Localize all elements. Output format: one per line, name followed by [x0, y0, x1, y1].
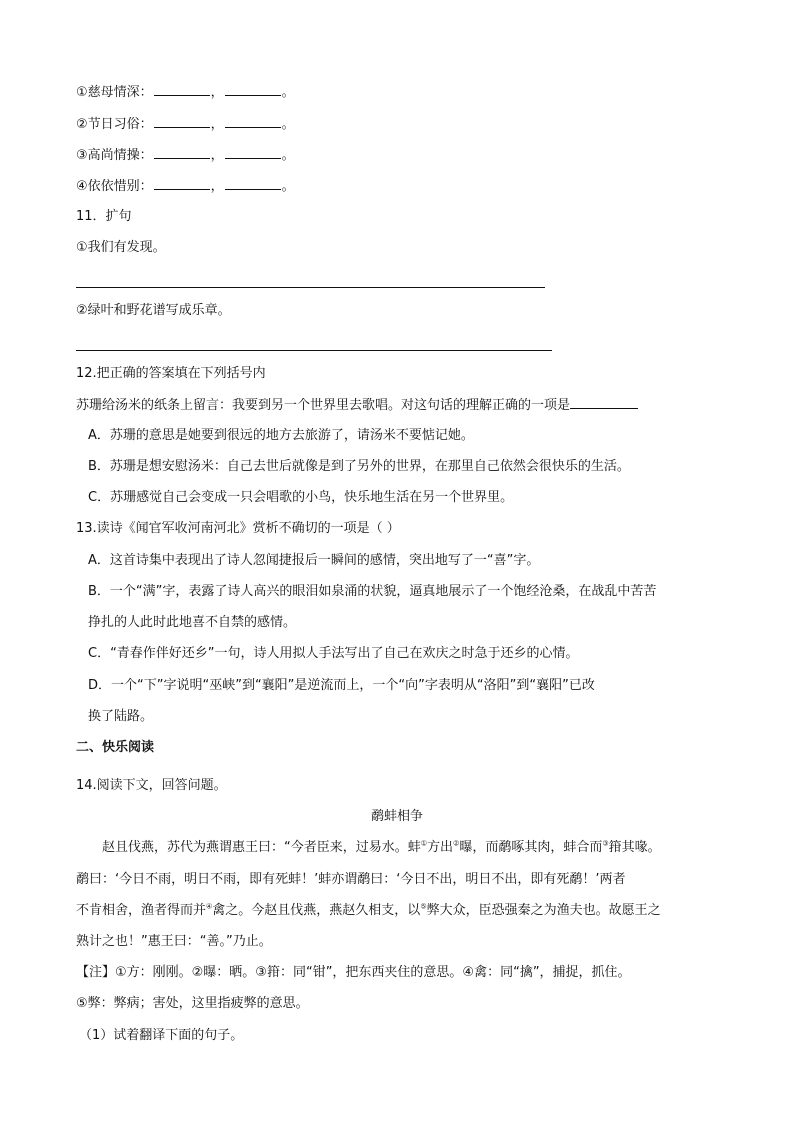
q13-option-b-line-2: 挣扎的人此时此地喜不自禁的感情。 — [88, 615, 297, 630]
q12-stem — [76, 396, 638, 415]
q12-option-a: A．苏珊的意思是她要到很远的地方去旅游了，请汤米不要惦记她。 — [88, 428, 474, 443]
answer-blank[interactable] — [154, 146, 210, 159]
q10-item-1 — [76, 83, 295, 102]
note-line-1: 【注】①方：刚刚。②曝：晒。③箝：同“钳”，把东西夹住的意思。④禽：同“擒”，捕捉，抓住。 — [76, 965, 631, 980]
answer-blank[interactable] — [154, 83, 210, 96]
passage-text: 弊大众，臣恐强秦之为渔夫也。故愿王之 — [426, 903, 661, 918]
passage-text: 曝，而鹬啄其肉，蚌合而 — [459, 840, 603, 855]
q10-item-label: ④依依惜别： — [76, 179, 153, 194]
passage-text: 不肯相舍，渔者得而并 — [76, 903, 207, 918]
answer-blank[interactable] — [225, 83, 281, 96]
passage-line-4: 熟计之也！”惠王曰：“善。”乃止。 — [76, 934, 272, 949]
end-mark: 。 — [281, 85, 295, 100]
q13-title: 13.读诗《闻官军收河南河北》赏析不确切的一项是（ ） — [76, 521, 400, 536]
end-mark: 。 — [281, 148, 295, 163]
q11-sentence-1: ①我们有发现。 — [76, 240, 166, 255]
answer-blank[interactable] — [154, 115, 210, 128]
q14-title: 14.阅读下文，回答问题。 — [76, 778, 227, 793]
q13-option-d-line-1: D．一个“下”字说明“巫峡”到“襄阳”是逆流而上，一个“向”字表明从“洛阳”到“襄阳”已改 — [88, 678, 595, 693]
passage-text: 禽之。今赵且伐燕，燕赵久相支，以 — [212, 903, 421, 918]
answer-blank[interactable] — [225, 146, 281, 159]
q13-option-d-line-2: 换了陆路。 — [88, 709, 154, 724]
separator: ， — [210, 117, 224, 132]
end-mark: 。 — [281, 117, 295, 132]
q11-sentence-2: ②绿叶和野花谱写成乐章。 — [76, 303, 231, 318]
q10-item-label: ③高尚情操： — [76, 148, 153, 163]
answer-blank[interactable] — [570, 396, 638, 409]
q11-answer-line-1[interactable] — [76, 287, 545, 288]
section-heading: 二、快乐阅读 — [76, 740, 155, 755]
passage-line-1 — [102, 839, 661, 857]
note-line-2: ⑤弊：弊病；害处，这里指疲弊的意思。 — [76, 996, 309, 1011]
passage-line-2: 鹬曰：‘今日不雨，明日不雨，即有死蚌！’蚌亦谓鹬曰：‘今日不出，明日不出，即有死鹬！’两者 — [76, 872, 626, 887]
passage-text: 箝其喙。 — [608, 840, 661, 855]
q13-option-c: C．“青春作伴好还乡”一句，诗人用拟人手法写出了自己在欢庆之时急于还乡的心情。 — [88, 646, 579, 661]
q11-answer-line-2[interactable] — [76, 350, 552, 351]
passage-title: 鹬蚌相争 — [370, 809, 423, 824]
q12-option-c: C．苏珊感觉自己会变成一只会唱歌的小鸟，快乐地生活在另一个世界里。 — [88, 490, 514, 505]
footnote-marker: ① — [420, 839, 428, 848]
q12-title: 12.把正确的答案填在下列括号内 — [76, 366, 266, 381]
q13-option-a: A．这首诗集中表现出了诗人忽闻捷报后一瞬间的感情，突出地写了一“喜”字。 — [88, 553, 540, 568]
q10-item-label: ①慈母情深： — [76, 85, 153, 100]
q12-stem-text: 苏珊给汤米的纸条上留言：我要到另一个世界里去歌唱。对这句话的理解正确的一项是 — [76, 398, 571, 413]
footnote-marker: ⑤ — [420, 902, 427, 911]
q13-option-b-line-1: B．一个“满”字，表露了诗人高兴的眼泪如泉涌的状貌，逼真地展示了一个饱经沧桑，在战乱中苦苦 — [88, 584, 657, 599]
separator: ， — [210, 148, 224, 163]
passage-text: 赵且伐燕，苏代为燕谓惠王曰：“今者臣来，过易水。蚌 — [102, 840, 421, 855]
passage-text: 方出 — [427, 840, 454, 855]
q10-item-3 — [76, 146, 295, 165]
q11-title: 11．扩句 — [76, 209, 132, 224]
answer-blank[interactable] — [225, 177, 281, 190]
answer-blank[interactable] — [225, 115, 281, 128]
q10-item-label: ②节日习俗： — [76, 117, 153, 132]
end-mark: 。 — [281, 179, 295, 194]
passage-line-3 — [76, 902, 661, 920]
footnote-marker: ③ — [602, 839, 609, 848]
footnote-marker: ② — [453, 839, 460, 848]
separator: ， — [210, 85, 224, 100]
q12-option-b: B．苏珊是想安慰汤米：自己去世后就像是到了另外的世界，在那里自己依然会很快乐的生活。 — [88, 459, 630, 474]
separator: ， — [210, 179, 224, 194]
q14-subquestion-1: （1）试着翻译下面的句子。 — [79, 1028, 244, 1043]
answer-blank[interactable] — [154, 177, 210, 190]
q10-item-2 — [76, 115, 295, 134]
q10-item-4 — [76, 177, 295, 196]
footnote-marker: ④ — [206, 902, 213, 911]
